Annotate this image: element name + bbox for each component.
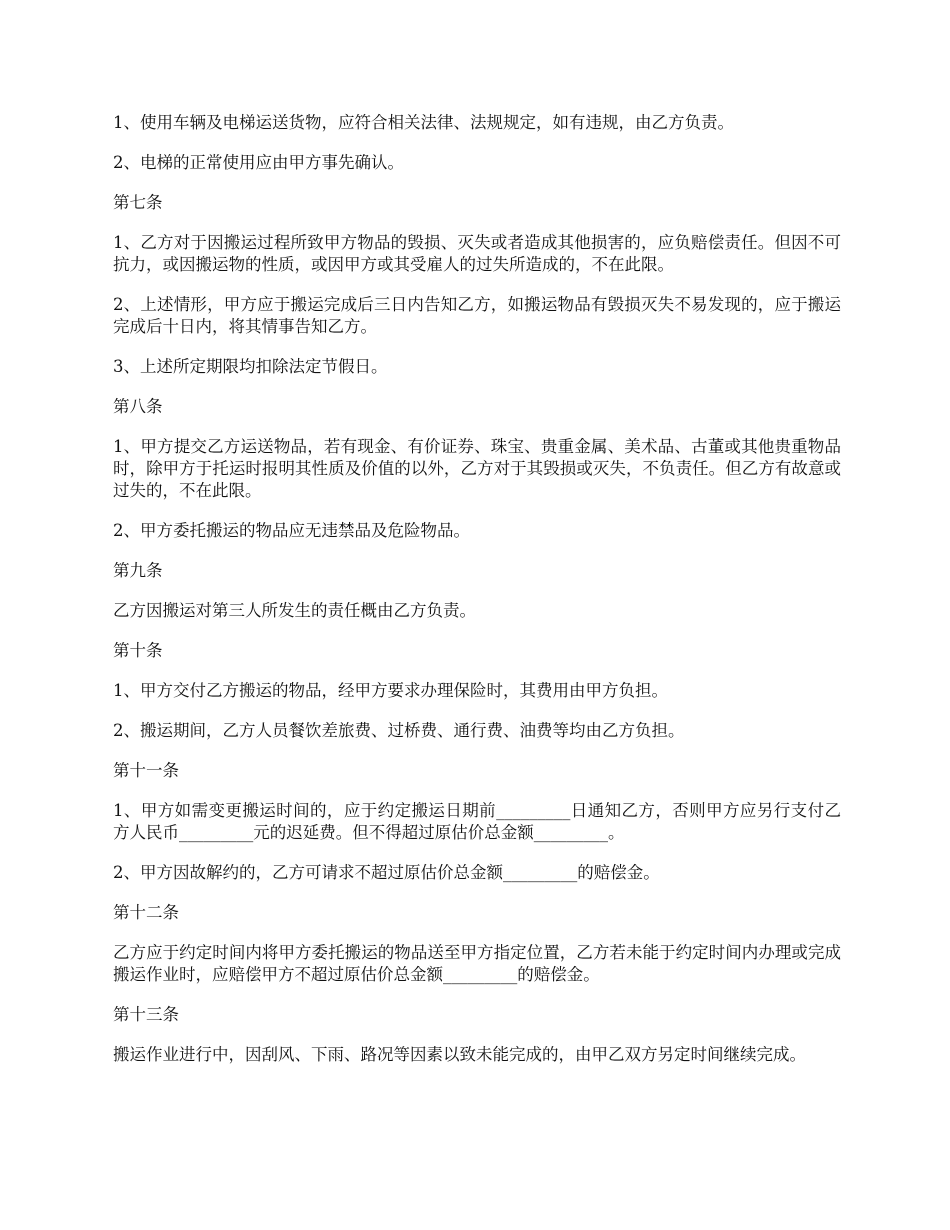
- document-page: [113, 112, 841, 1084]
- clause-paragraph: 1、乙方对于因搬运过程所致甲方物品的毁损、灭失或者造成其他损害的，应负赔偿责任。但因不可抗力，或因搬运物的性质，或因甲方或其受雇人的过失所造成的，不在此限。: [113, 233, 841, 274]
- article-heading: 第十二条: [113, 903, 179, 922]
- article-heading: 第十三条: [113, 1005, 179, 1024]
- article-heading: 第七条: [113, 193, 163, 212]
- clause-paragraph: 2、甲方委托搬运的物品应无违禁品及危险物品。: [113, 521, 470, 540]
- clause-paragraph: 乙方应于约定时间内将甲方委托搬运的物品送至甲方指定位置，乙方若未能于约定时间内办理或完成搬运作业时，应赔偿甲方不超过原估价总金额_________的赔偿金。: [113, 943, 841, 984]
- clause-paragraph: 1、使用车辆及电梯运送货物，应符合相关法律、法规规定，如有违规，由乙方负责。: [113, 113, 734, 132]
- clause-paragraph: 3、上述所定期限均扣除法定节假日。: [113, 357, 388, 376]
- article-heading: 第九条: [113, 561, 163, 580]
- article-heading: 第十一条: [113, 761, 179, 780]
- clause-paragraph: 2、电梯的正常使用应由甲方事先确认。: [113, 153, 404, 172]
- article-heading: 第八条: [113, 397, 163, 416]
- clause-paragraph: 2、甲方因故解约的，乙方可请求不超过原估价总金额_________的赔偿金。: [113, 863, 660, 882]
- clause-paragraph: 1、甲方提交乙方运送物品，若有现金、有价证券、珠宝、贵重金属、美术品、古董或其他贵重物品时，除甲方于托运时报明其性质及价值的以外，乙方对于其毁损或灭失，不负责任。但乙方有故意或过失的，不在此限。: [113, 437, 841, 500]
- clause-paragraph: 搬运作业进行中，因刮风、下雨、路况等因素以致未能完成的，由甲乙双方另定时间继续完成。: [113, 1045, 806, 1064]
- clause-paragraph: 乙方因搬运对第三人所发生的责任概由乙方负责。: [113, 601, 476, 620]
- clause-paragraph: 2、搬运期间，乙方人员餐饮差旅费、过桥费、通行费、油费等均由乙方负担。: [113, 721, 685, 740]
- clause-paragraph: 2、上述情形，甲方应于搬运完成后三日内告知乙方，如搬运物品有毁损灭失不易发现的，应于搬运完成后十日内，将其情事告知乙方。: [113, 295, 841, 336]
- clause-paragraph: 1、甲方如需变更搬运时间的，应于约定搬运日期前_________日通知乙方，否则甲方应另行支付乙方人民币_________元的迟延费。但不得超过原估价总金额_________。: [113, 801, 841, 842]
- clause-paragraph: 1、甲方交付乙方搬运的物品，经甲方要求办理保险时，其费用由甲方负担。: [113, 681, 668, 700]
- article-heading: 第十条: [113, 641, 163, 660]
